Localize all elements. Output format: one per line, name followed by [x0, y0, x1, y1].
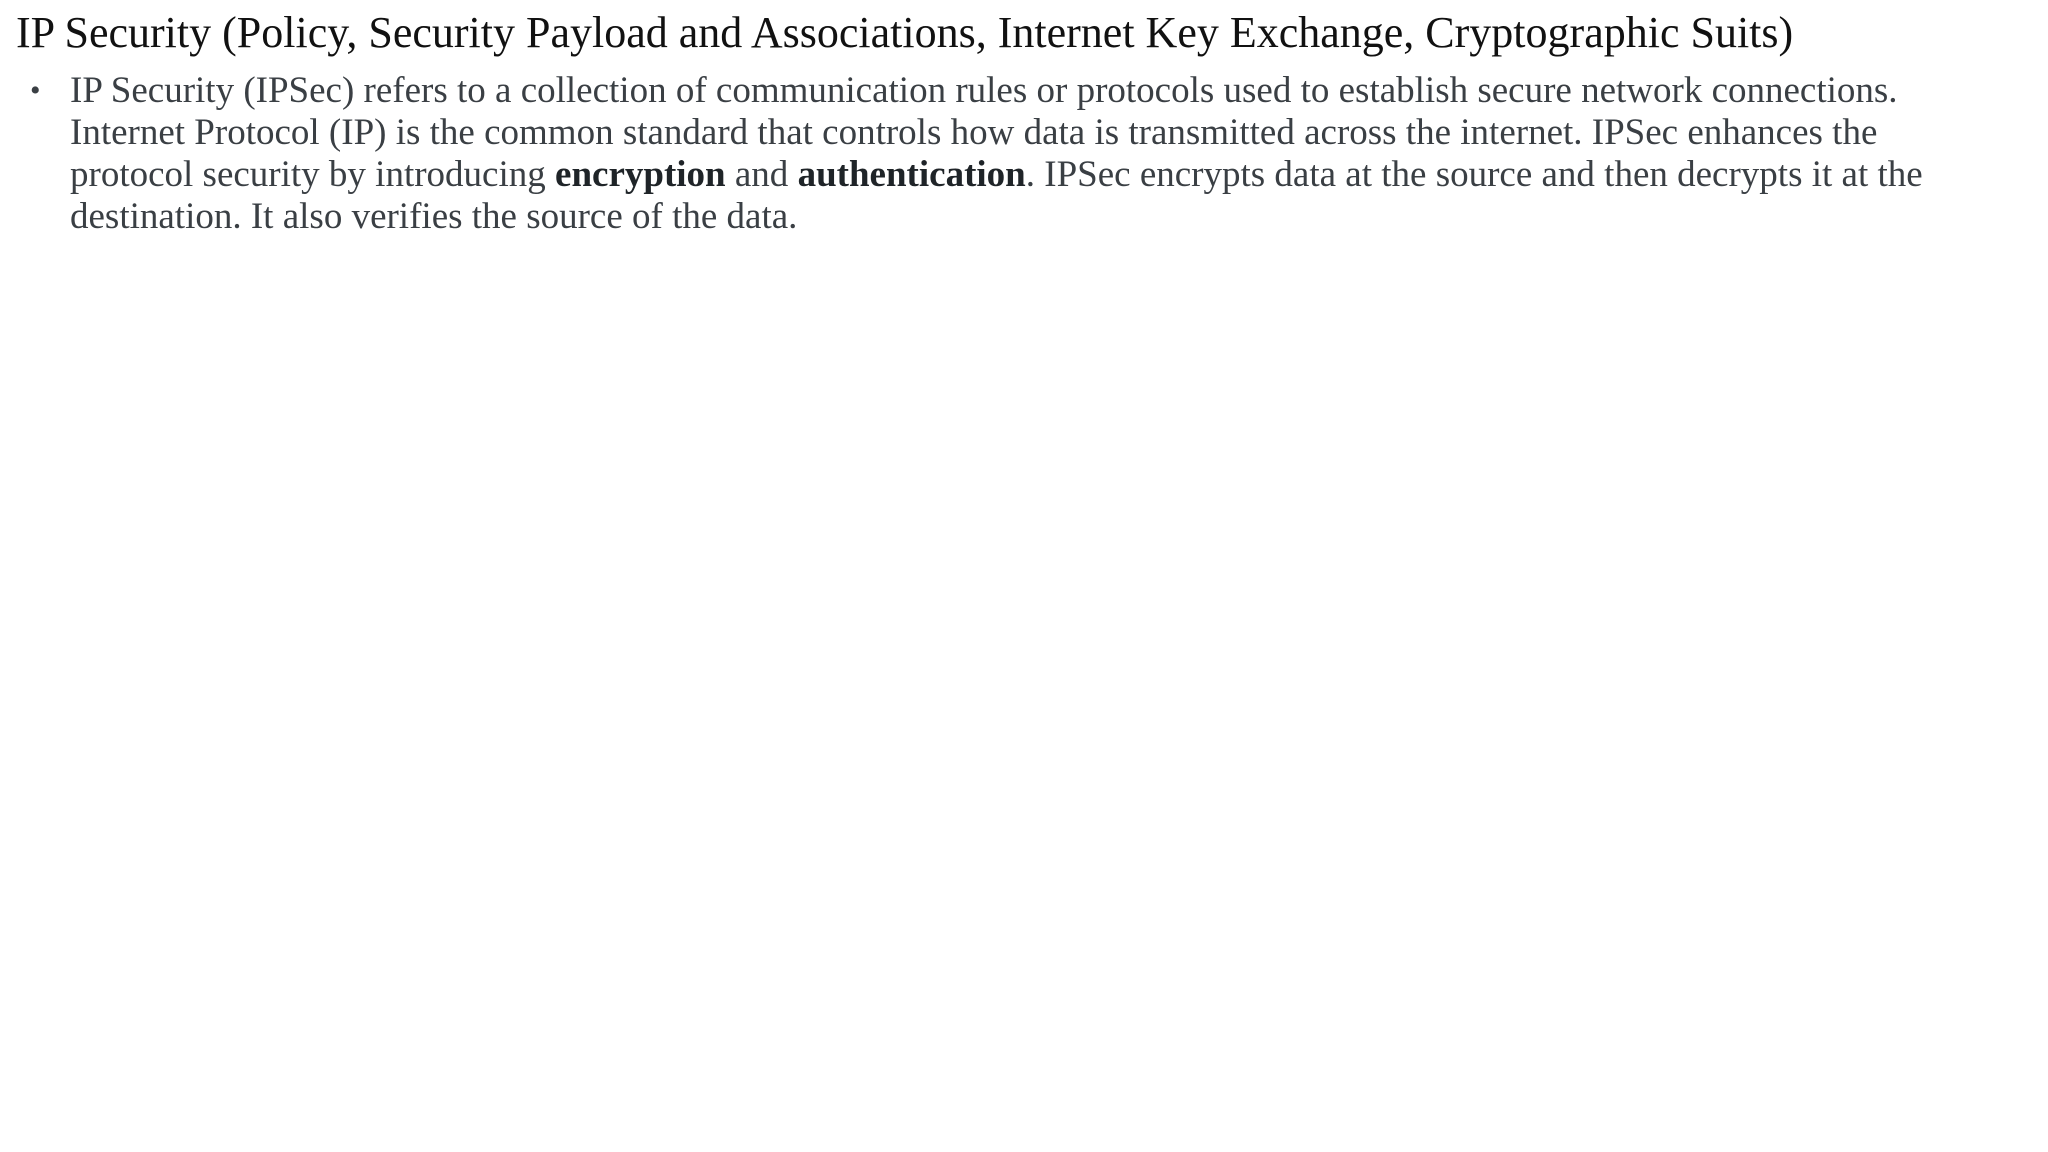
encryption-term: encryption [555, 154, 726, 195]
bullet-list [0, 70, 2048, 238]
paragraph-line-3 [70, 154, 2028, 196]
bullet-item [0, 70, 2048, 238]
paragraph-line-4: destination. It also verifies the source of the data. [70, 196, 798, 237]
slide-title: IP Security (Policy, Security Payload and Associations, Internet Key Exchange, Cryptographic Suits) [16, 8, 1794, 57]
line-3-text-mid: and [725, 154, 798, 195]
paragraph-line-2: Internet Protocol (IP) is the common standard that controls how data is transmitted across the internet. IPSec enhances the [70, 112, 1878, 153]
paragraph-line-1: IP Security (IPSec) refers to a collection of communication rules or protocols used to establish secure network connections. [70, 70, 1898, 111]
line-3-text-after: . IPSec encrypts data at the source and then decrypts it at the [1025, 154, 1923, 195]
bullet-marker: • [30, 74, 41, 107]
line-3-text-before: protocol security by introducing [70, 154, 556, 195]
authentication-term: authentication [797, 154, 1026, 195]
